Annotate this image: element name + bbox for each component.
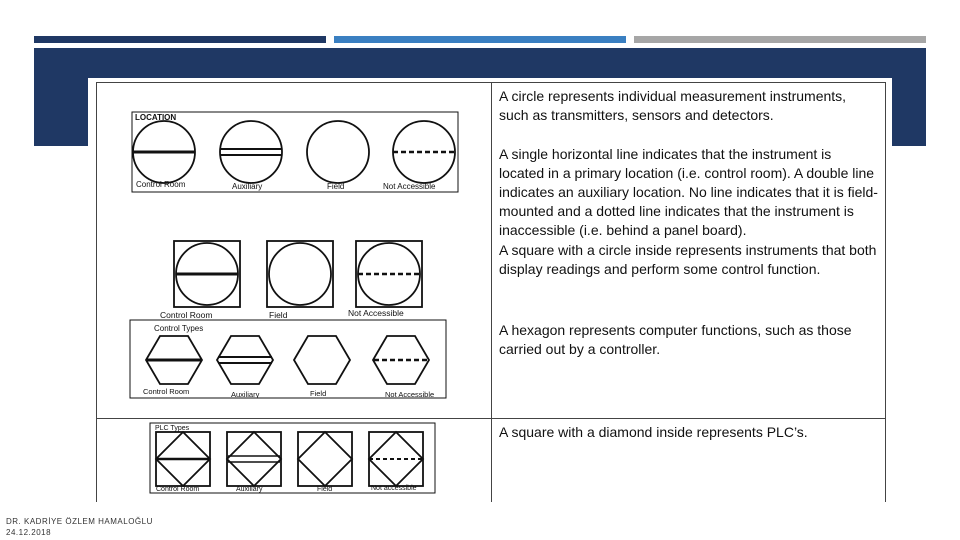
square-circle-description: A square with a circle inside represents instruments that both display readings and perform some control function.	[499, 242, 877, 277]
instrument-symbols-figure	[97, 83, 491, 502]
location-title: LOCATION	[135, 113, 177, 122]
circle-label-not-accessible: Not Accessible	[383, 182, 436, 191]
circle-label-auxiliary: Auxiliary	[232, 182, 263, 191]
control-types-title: Control Types	[154, 324, 204, 333]
diamond-description: A square with a diamond inside represents PLC’s.	[499, 424, 808, 440]
plc-label-auxiliary: Auxiliary	[236, 486, 263, 493]
hex-label-control-room: Control Room	[143, 387, 190, 396]
circle-label-field: Field	[327, 182, 345, 191]
hexagon-description: A hexagon represents computer functions, such as those carried out by a controller.	[499, 322, 852, 357]
square-label-not-accessible: Not Accessible	[348, 308, 404, 318]
footer-author: DR. KADRİYE ÖZLEM HAMALOĞLU	[6, 517, 153, 526]
hex-label-field: Field	[310, 389, 327, 398]
header-accent-bar-gray	[634, 36, 926, 43]
header-accent-bar-blue	[334, 36, 626, 43]
header-accent-bar-navy	[34, 36, 326, 43]
plc-types-title: PLC Types	[155, 425, 190, 432]
line-meaning-description: A single horizontal line indicates that the instrument is located in a primary location (i.e. control room). A double line indicates an auxiliary location. No line indicates that it is field-mounted and a dotted line indicates that the instrument is inaccessible (i.e. behind a panel board).	[499, 146, 878, 238]
hex-label-not-accessible: Not Accessible	[385, 390, 435, 399]
plc-label-not-accessible: Not accessible	[371, 485, 417, 492]
table-column-divider	[491, 83, 492, 502]
circle-description: A circle represents individual measurement instruments, such as transmitters, sensors and detectors.	[499, 88, 847, 123]
hex-label-auxiliary: Auxiliary	[231, 390, 260, 399]
plc-label-field: Field	[317, 486, 333, 493]
circle-label-control-room: Control Room	[136, 180, 186, 189]
square-label-field: Field	[269, 310, 288, 320]
square-label-control-room: Control Room	[160, 310, 213, 320]
plc-label-control-room: Control Room	[156, 486, 200, 493]
footer-date: 24.12.2018	[6, 528, 52, 537]
table-row-divider	[97, 418, 886, 419]
instrument-symbols-table	[96, 82, 886, 502]
